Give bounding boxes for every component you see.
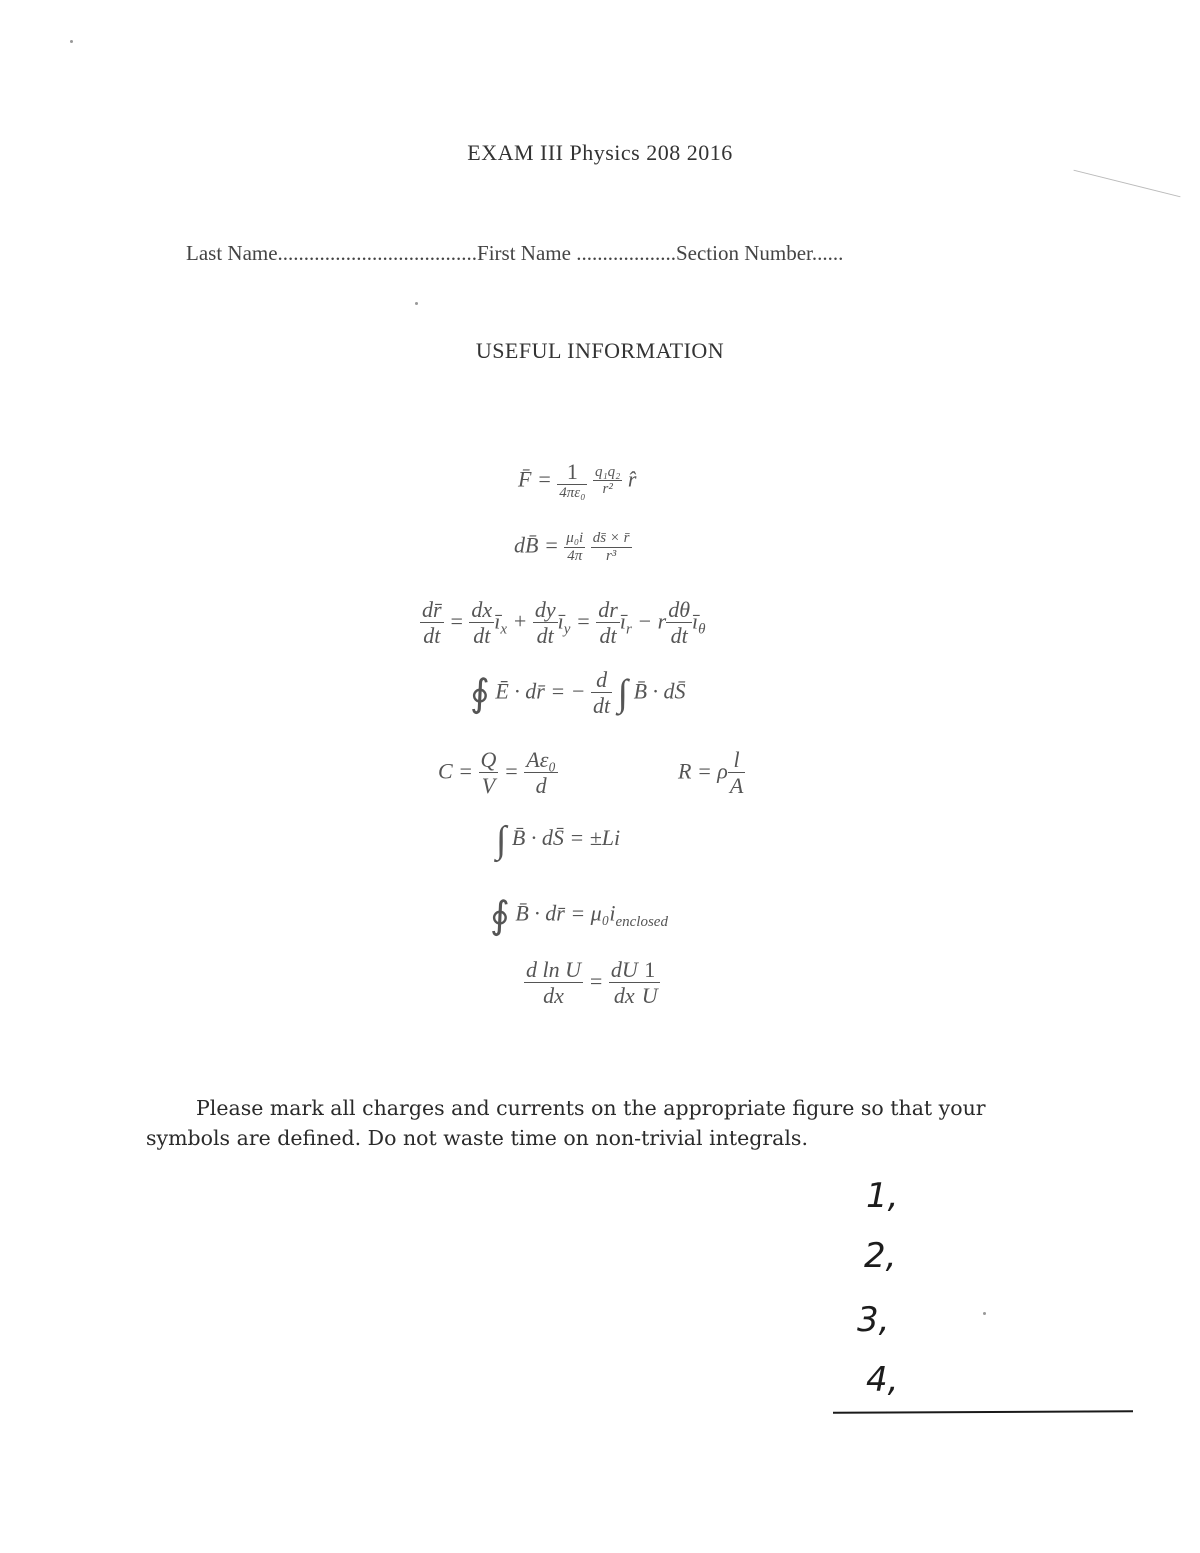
velocity-dy-den: dt	[536, 623, 554, 649]
useful-information-heading: USEFUL INFORMATION	[475, 338, 725, 363]
equation-log-derivative	[524, 958, 660, 1008]
velocity-dx-num: dx	[471, 597, 493, 622]
velocity-eq1: =	[449, 608, 464, 634]
capacitance-q: Q	[480, 747, 497, 772]
resistance-a: A	[729, 773, 744, 799]
exam-title: EXAM III Physics 208 2016	[467, 140, 733, 165]
velocity-dy-fraction	[533, 598, 558, 648]
velocity-lhs-den: dt	[423, 623, 441, 649]
velocity-dy-num: dy	[534, 597, 556, 622]
coulomb-charge-fraction	[593, 464, 622, 499]
biot-cross-fraction	[591, 530, 632, 565]
last-name-label: Last Name......................................	[186, 241, 478, 265]
log-lhs-num: d ln U	[526, 957, 581, 982]
biot-a-den: 4π	[567, 547, 583, 564]
capacitance-aeps: Aε₀	[526, 747, 557, 772]
velocity-dr-fraction	[596, 598, 620, 648]
instructions-paragraph: Please mark all charges and currents on the appropriate figure so that your symbols are defined. Do not waste time on non-trivial integrals.	[146, 1096, 986, 1150]
log-eq: =	[588, 968, 604, 994]
coulomb-k-den: 4πε₀	[559, 485, 586, 502]
resistance-lhs: R = ρ	[678, 758, 728, 784]
ampere-lhs: B̄ · dr̄ = μ₀i	[515, 900, 616, 926]
capacitance-lhs: C =	[438, 758, 474, 784]
coulomb-constant-fraction	[557, 460, 587, 502]
equation-resistance	[678, 748, 745, 798]
equation-capacitance	[438, 748, 558, 798]
velocity-sub-x: x	[500, 621, 507, 638]
log-du-num: dU	[610, 957, 638, 982]
resistance-fraction	[728, 748, 745, 798]
velocity-lhs-num: dr̄	[422, 597, 442, 622]
coulomb-unit-vector: r̂	[627, 466, 637, 492]
biot-constant-fraction	[564, 530, 585, 565]
velocity-plus: +	[512, 608, 528, 634]
velocity-unit-y: ī	[557, 608, 564, 634]
first-name-label: First Name ...................	[477, 241, 676, 265]
velocity-dr-den: dt	[599, 623, 617, 649]
velocity-dx-den: dt	[473, 623, 491, 649]
contour-integral-icon: ∮	[490, 895, 510, 937]
capacitance-v: V	[481, 773, 496, 799]
capacitance-qv-fraction	[479, 748, 499, 798]
faraday-derivative-fraction	[591, 668, 612, 718]
velocity-dtheta-num: dθ	[668, 597, 691, 622]
velocity-sub-r: r	[625, 621, 632, 638]
scan-speck	[415, 302, 418, 305]
log-one: 1	[640, 958, 660, 983]
velocity-unit-x: ī	[494, 608, 501, 634]
velocity-sub-y: y	[563, 621, 571, 638]
integral-icon: ∫	[617, 672, 629, 715]
contour-integral-icon: ∮	[470, 672, 490, 715]
biot-b-den: r³	[605, 547, 617, 564]
velocity-unit-r: ī	[619, 608, 626, 634]
velocity-unit-theta: ī	[692, 608, 699, 634]
equation-ampere	[490, 893, 668, 938]
score-item-3: 3,	[857, 1300, 890, 1340]
velocity-sub-theta: θ	[698, 621, 706, 638]
inductance-rhs: B̄ · dS̄ = ±Li	[511, 825, 621, 851]
faraday-d-num: d	[591, 668, 612, 693]
coulomb-lhs: F̄ =	[518, 466, 552, 492]
log-inverse-fraction	[640, 958, 660, 1008]
capacitance-eq: =	[503, 758, 519, 784]
equation-biot-savart	[514, 530, 632, 565]
equation-faraday	[470, 668, 686, 718]
resistance-l: l	[728, 748, 745, 773]
equation-inductance	[496, 818, 620, 862]
faraday-rhs: B̄ · dS̄	[633, 678, 686, 704]
coulomb-q-den: r²	[602, 481, 613, 498]
equation-coulomb	[518, 460, 636, 502]
section-number-label: Section Number......	[675, 241, 844, 265]
faraday-lhs: Ē · dr̄ = −	[495, 678, 586, 704]
equation-velocity	[420, 598, 706, 648]
velocity-dtheta-fraction	[666, 598, 692, 648]
log-du-fraction	[609, 958, 640, 1008]
ampere-subscript: enclosed	[615, 913, 668, 930]
log-lhs-fraction	[524, 958, 583, 1008]
coulomb-q-num: q₁q₂	[594, 463, 621, 480]
biot-a-num: μ₀i	[566, 530, 584, 546]
capacitance-geometry-fraction	[524, 748, 558, 798]
velocity-dtheta-den: dt	[670, 623, 688, 649]
coulomb-k-num: 1	[557, 460, 587, 485]
biot-b-num: ds̄ × r̄	[592, 530, 630, 546]
log-du-den: dx	[613, 983, 635, 1009]
velocity-dr-num: dr	[598, 597, 618, 622]
score-item-1: 1,	[866, 1176, 899, 1216]
scan-speck	[983, 1312, 986, 1315]
faraday-d-den: dt	[593, 693, 611, 719]
capacitance-d: d	[535, 773, 547, 799]
velocity-dx-fraction	[469, 598, 494, 648]
log-u: U	[641, 983, 658, 1009]
log-lhs-den: dx	[543, 983, 564, 1009]
integral-icon: ∫	[496, 819, 507, 861]
velocity-lhs-fraction	[420, 598, 444, 648]
velocity-minus-r: − r	[637, 608, 667, 634]
velocity-eq2: =	[575, 608, 591, 634]
score-item-4: 4,	[866, 1360, 899, 1400]
scan-speck	[70, 40, 73, 43]
score-item-2: 2,	[864, 1236, 897, 1276]
biot-lhs: dB̄ =	[514, 532, 559, 558]
